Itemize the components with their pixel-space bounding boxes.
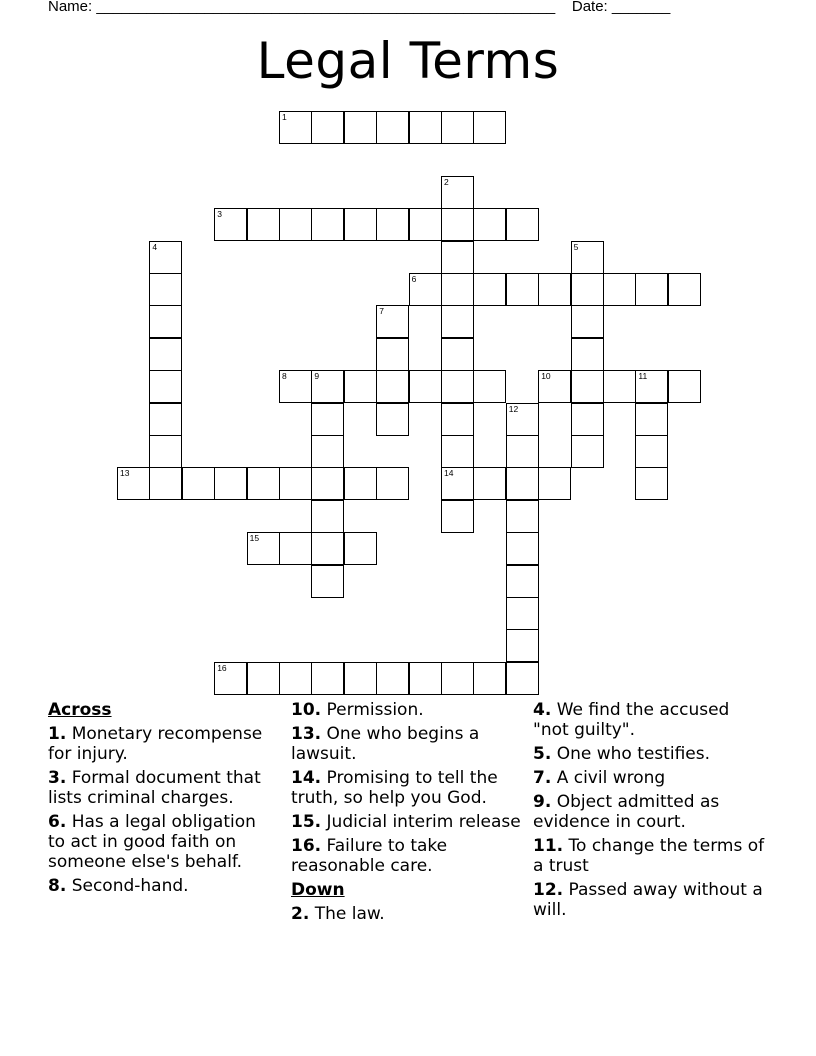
grid-cell[interactable] bbox=[409, 208, 442, 241]
clue-item-number: 3. bbox=[48, 768, 67, 788]
grid-cell[interactable] bbox=[409, 111, 442, 144]
grid-cell[interactable] bbox=[311, 565, 344, 598]
grid-cell[interactable] bbox=[603, 370, 636, 403]
grid-cell[interactable] bbox=[344, 208, 377, 241]
clue-item bbox=[533, 700, 768, 740]
clue-item-text: Permission. bbox=[321, 700, 424, 720]
grid-cell[interactable] bbox=[473, 208, 506, 241]
grid-cell[interactable] bbox=[311, 435, 344, 468]
grid-cell[interactable] bbox=[311, 662, 344, 695]
clue-item-text: Object admitted as evidence in court. bbox=[533, 792, 720, 832]
clue-number: 15 bbox=[249, 533, 260, 544]
clue-number: 13 bbox=[120, 468, 130, 479]
clue-item-text: Monetary recompense for injury. bbox=[48, 724, 263, 764]
clue-item-number: 15. bbox=[291, 812, 322, 832]
grid-cell[interactable] bbox=[344, 662, 377, 695]
grid-cell[interactable] bbox=[409, 370, 442, 403]
clue-item bbox=[48, 812, 278, 872]
grid-cell[interactable] bbox=[311, 500, 344, 533]
clue-item-number: 12. bbox=[533, 880, 564, 900]
clue-number: 2 bbox=[444, 176, 449, 187]
clue-item-text: We find the accused "not guilty". bbox=[533, 700, 730, 740]
grid-cell[interactable] bbox=[506, 629, 539, 662]
clue-item-text: Has a legal obligation to act in good faith on someone else's behalf. bbox=[48, 812, 256, 872]
grid-cell[interactable] bbox=[311, 403, 344, 436]
grid-cell[interactable] bbox=[441, 435, 474, 468]
clue-item-text: Passed away without a will. bbox=[533, 880, 763, 920]
grid-cell[interactable] bbox=[247, 208, 280, 241]
clue-item-number: 2. bbox=[291, 904, 310, 924]
grid-cell[interactable] bbox=[376, 208, 409, 241]
clue-item bbox=[533, 792, 768, 832]
grid-cell[interactable] bbox=[571, 403, 604, 436]
grid-cell[interactable] bbox=[473, 467, 506, 500]
grid-cell[interactable] bbox=[376, 403, 409, 436]
grid-cell[interactable] bbox=[149, 338, 182, 371]
clue-item-number: 16. bbox=[291, 836, 322, 856]
grid-cell[interactable] bbox=[279, 467, 312, 500]
grid-cell[interactable] bbox=[149, 273, 182, 306]
grid-cell[interactable] bbox=[376, 467, 409, 500]
clue-number: 7 bbox=[379, 306, 384, 317]
grid-cell[interactable] bbox=[149, 370, 182, 403]
clue-item bbox=[291, 768, 523, 808]
grid-cell[interactable] bbox=[473, 662, 506, 695]
grid-cell[interactable] bbox=[311, 467, 344, 500]
clue-number: 5 bbox=[573, 241, 579, 252]
grid-cell[interactable] bbox=[376, 338, 409, 371]
clue-item bbox=[533, 836, 768, 876]
clue-item-text: Judicial interim release bbox=[321, 812, 521, 832]
grid-cell[interactable] bbox=[441, 241, 474, 274]
grid-cell[interactable] bbox=[149, 435, 182, 468]
grid-cell[interactable] bbox=[571, 273, 604, 306]
clue-heading-down: Down bbox=[291, 880, 345, 900]
clue-item-text: To change the terms of a trust bbox=[533, 836, 765, 876]
clue-number: 14 bbox=[444, 468, 454, 479]
grid-cell[interactable] bbox=[506, 403, 539, 436]
grid-cell[interactable] bbox=[473, 370, 506, 403]
grid-cell[interactable] bbox=[311, 208, 344, 241]
grid-cell[interactable] bbox=[117, 467, 150, 500]
grid-cell[interactable] bbox=[279, 370, 312, 403]
clue-item-text: Formal document that lists criminal charges. bbox=[48, 768, 261, 808]
clue-item bbox=[533, 768, 768, 788]
grid-cell[interactable] bbox=[441, 273, 474, 306]
clue-item bbox=[533, 744, 768, 764]
clue-item-number: 8. bbox=[48, 876, 67, 896]
grid-cell[interactable] bbox=[441, 370, 474, 403]
grid-cell[interactable] bbox=[506, 597, 539, 630]
grid-cell[interactable] bbox=[506, 208, 539, 241]
grid-cell[interactable] bbox=[571, 338, 604, 371]
grid-cell[interactable] bbox=[247, 467, 280, 500]
clue-item-number: 4. bbox=[533, 700, 552, 720]
grid-cell[interactable] bbox=[441, 500, 474, 533]
grid-cell[interactable] bbox=[506, 662, 539, 695]
clue-item-number: 10. bbox=[291, 700, 322, 720]
grid-cell[interactable] bbox=[344, 111, 377, 144]
grid-cell[interactable] bbox=[376, 305, 409, 338]
grid-cell[interactable] bbox=[311, 111, 344, 144]
clue-item-text: Second-hand. bbox=[66, 876, 189, 896]
clue-item-text: Promising to tell the truth, so help you God. bbox=[291, 768, 498, 808]
clue-item bbox=[48, 724, 278, 764]
clue-item bbox=[48, 768, 278, 808]
clue-item-number: 1. bbox=[48, 724, 67, 744]
clue-item bbox=[291, 836, 523, 876]
grid-cell[interactable] bbox=[311, 370, 344, 403]
clue-item-text: One who begins a lawsuit. bbox=[291, 724, 480, 764]
clue-item bbox=[48, 876, 278, 896]
name-line[interactable]: _______________________________________________________ bbox=[96, 0, 556, 15]
grid-cell[interactable] bbox=[441, 208, 474, 241]
clue-item bbox=[291, 904, 523, 924]
clue-column-3 bbox=[533, 700, 768, 924]
clue-item-number: 5. bbox=[533, 744, 552, 764]
grid-cell[interactable] bbox=[214, 662, 247, 695]
grid-cell[interactable] bbox=[603, 273, 636, 306]
grid-cell[interactable] bbox=[571, 370, 604, 403]
grid-cell[interactable] bbox=[279, 111, 312, 144]
grid-cell[interactable] bbox=[376, 370, 409, 403]
grid-cell[interactable] bbox=[311, 532, 344, 565]
grid-cell[interactable] bbox=[344, 370, 377, 403]
grid-cell[interactable] bbox=[506, 467, 539, 500]
clue-number: 12 bbox=[508, 403, 519, 414]
grid-cell[interactable] bbox=[668, 370, 701, 403]
grid-cell[interactable] bbox=[538, 273, 571, 306]
clue-item-number: 7. bbox=[533, 768, 552, 788]
grid-cell[interactable] bbox=[247, 532, 280, 565]
clue-column-2 bbox=[291, 700, 523, 928]
grid-cell[interactable] bbox=[149, 305, 182, 338]
grid-cell[interactable] bbox=[635, 467, 668, 500]
clue-item bbox=[291, 724, 523, 764]
clue-number: 6 bbox=[411, 274, 417, 284]
grid-cell[interactable] bbox=[635, 370, 668, 403]
clue-number: 4 bbox=[152, 241, 158, 252]
grid-cell[interactable] bbox=[279, 208, 312, 241]
date-line[interactable]: _______ bbox=[611, 0, 671, 15]
clue-number: 8 bbox=[282, 371, 287, 382]
grid-cell[interactable] bbox=[441, 111, 474, 144]
clue-item-number: 6. bbox=[48, 812, 67, 832]
grid-cell[interactable] bbox=[214, 208, 247, 241]
clue-item bbox=[291, 700, 523, 720]
grid-cell[interactable] bbox=[668, 273, 701, 306]
clue-item-text: Failure to take reasonable care. bbox=[291, 836, 448, 876]
grid-cell[interactable] bbox=[409, 273, 442, 306]
clue-column-1 bbox=[48, 700, 278, 900]
grid-cell[interactable] bbox=[441, 338, 474, 371]
grid-cell[interactable] bbox=[344, 467, 377, 500]
clue-item-number: 9. bbox=[533, 792, 552, 812]
grid-cell[interactable] bbox=[441, 403, 474, 436]
grid-cell[interactable] bbox=[182, 467, 215, 500]
grid-cell[interactable] bbox=[571, 435, 604, 468]
grid-cell[interactable] bbox=[214, 467, 247, 500]
grid-cell[interactable] bbox=[506, 500, 539, 533]
grid-cell[interactable] bbox=[506, 532, 539, 565]
grid-cell[interactable] bbox=[149, 241, 182, 274]
grid-cell[interactable] bbox=[247, 662, 280, 695]
clue-item-number: 13. bbox=[291, 724, 322, 744]
grid-cell[interactable] bbox=[149, 403, 182, 436]
grid-cell[interactable] bbox=[538, 467, 571, 500]
grid-cell[interactable] bbox=[538, 370, 571, 403]
grid-cell[interactable] bbox=[571, 305, 604, 338]
grid-cell[interactable] bbox=[506, 565, 539, 598]
clue-number: 11 bbox=[638, 371, 648, 382]
clue-heading-across: Across bbox=[48, 700, 112, 720]
grid-cell[interactable] bbox=[506, 273, 539, 306]
grid-cell[interactable] bbox=[441, 176, 474, 209]
grid-cell[interactable] bbox=[344, 532, 377, 565]
clue-item-number: 11. bbox=[533, 836, 564, 856]
grid-cell[interactable] bbox=[441, 467, 474, 500]
grid-cell[interactable] bbox=[473, 273, 506, 306]
clue-item bbox=[291, 812, 523, 832]
grid-cell[interactable] bbox=[635, 403, 668, 436]
grid-cell[interactable] bbox=[506, 435, 539, 468]
grid-cell[interactable] bbox=[376, 111, 409, 144]
clue-number: 16 bbox=[217, 662, 227, 673]
clue-number: 9 bbox=[314, 371, 320, 382]
clue-number: 3 bbox=[217, 209, 222, 220]
clue-item-text: One who testifies. bbox=[551, 744, 710, 764]
grid-cell[interactable] bbox=[149, 467, 182, 500]
clue-item bbox=[533, 880, 768, 920]
clue-number: 1 bbox=[282, 112, 287, 122]
grid-cell[interactable] bbox=[279, 532, 312, 565]
grid-cell[interactable] bbox=[571, 241, 604, 274]
grid-cell[interactable] bbox=[635, 273, 668, 306]
clue-item-number: 14. bbox=[291, 768, 322, 788]
grid-cell[interactable] bbox=[441, 662, 474, 695]
grid-cell[interactable] bbox=[279, 662, 312, 695]
grid-cell[interactable] bbox=[441, 305, 474, 338]
grid-cell[interactable] bbox=[635, 435, 668, 468]
grid-cell[interactable] bbox=[473, 111, 506, 144]
clue-item-text: The law. bbox=[309, 904, 385, 924]
grid-cell[interactable] bbox=[376, 662, 409, 695]
grid-cell[interactable] bbox=[409, 662, 442, 695]
page-title: Legal Terms bbox=[256, 32, 560, 90]
name-label: Name: bbox=[48, 0, 93, 15]
clue-item-text: A civil wrong bbox=[551, 768, 666, 788]
clue-number: 10 bbox=[541, 371, 551, 382]
date-label: Date: bbox=[571, 0, 608, 15]
